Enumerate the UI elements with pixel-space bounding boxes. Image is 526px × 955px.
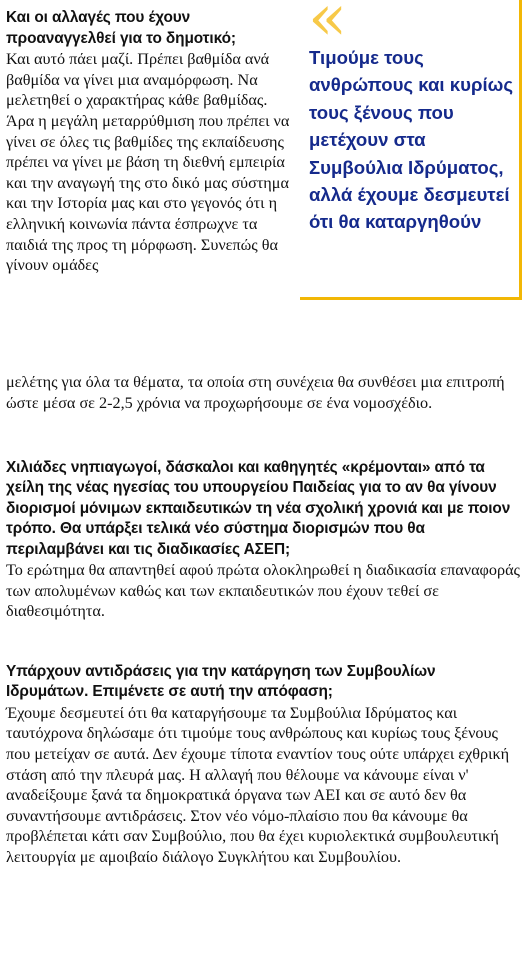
quote-mark-icon: «	[308, 0, 348, 55]
answer-1-part-1: Και αυτό πάει μαζί. Πρέπει βαθμίδα ανά βαθμίδα να γίνει μια αναμόρφωση. Να μελετηθεί ο χαρακτήρας κάθε βαθμίδας. Άρα η μεγάλη μεταρρύθμιση που πρέπει να γίνει σε όλες τις βαθμίδες της εκπαίδευσης πρέπει να γίνει με βάση τη διεθνή εμπειρία και την αναγωγή της στο δικό μας σύστημα και την Ιστορία μας και στο γεγονός ότι η ελληνική κοινωνία πάντα έσπρωχνε τα παιδιά της προς τη μόρφωση. Συνεπώς θα γίνουν ομάδες	[6, 50, 290, 275]
answer-1-part-2: μελέτης για όλα τα θέματα, τα οποία στη συνέχεια θα συνθέσει μια επιτροπή ώστε μέσα σε 2-2,5 χρόνια να προχωρήσουμε σε ένα νομοσχέδιο.	[6, 373, 505, 412]
pull-quote-box	[300, 0, 522, 300]
answer-3: Έχουμε δεσμευτεί ότι θα καταργήσουμε τα Συμβούλια Ιδρύματος και ταυτόχρονα δηλώσαμε ότι τιμούμε τους ανθρώπους και κυρίως τους ξένους που μετείχαν σε αυτά. Δεν έχουμε τίποτα εναντίον τους ούτε υπάρχει εχθρική στάση από την πλευρά μας. Η αλλαγή που θέλουμε να κάνουμε είναι ν' αναδείξουμε ξανά τα δημοκρατικά όργανα των ΑΕΙ και σε αυτό δεν θα συναντήσουμε αντιδράσεις. Στον νέο νόμο-πλαίσιο που θα κάνουμε θα προβλέπεται κάτι σαν Συμβούλιο, που θα έχει κυριολεκτικά συμβουλευτική λειτουργία με αμοιβαίο διάλογο Συγκλήτου και Συμβουλίου.	[6, 703, 510, 866]
answer-2: Το ερώτημα θα απαντηθεί αφού πρώτα ολοκληρωθεί η διαδικασία επαναφοράς των απολυμένων καθώς και των εκπαιδευτικών που έχουν τεθεί σε διαθεσιμότητα.	[6, 561, 520, 621]
intro-column	[6, 8, 296, 276]
qa-section-2	[6, 458, 520, 622]
pull-quote-text: Τιμούμε τους ανθρώπους και κυρίως τους ξένους που μετέχουν στα Συμβούλια Ιδρύματος, αλλά έχουμε δεσμευτεί ότι θα καταργηθούν	[309, 47, 513, 233]
question-1: Και οι αλλαγές που έχουν προαναγγελθεί για το δημοτικό;	[6, 9, 236, 47]
question-2: Χιλιάδες νηπιαγωγοί, δάσκαλοι και καθηγητές «κρέμονται» από τα χείλη της νέας ηγεσίας του υπουργείου Παιδείας για το αν θα γίνουν διορισμοί μόνιμων εκπαιδευτικών τη νέα σχολική χρονιά και με ποιον τρόπο. Θα υπάρξει τελικά νέο σύστημα διορισμών που θα περιλαμβάνει και τις διαδικασίες ΑΣΕΠ;	[6, 459, 511, 558]
qa-section-3	[6, 662, 520, 868]
question-3: Υπάρχουν αντιδράσεις για την κατάργηση των Συμβουλίων Ιδρυμάτων. Επιμένετε σε αυτή την απόφαση;	[6, 663, 436, 701]
